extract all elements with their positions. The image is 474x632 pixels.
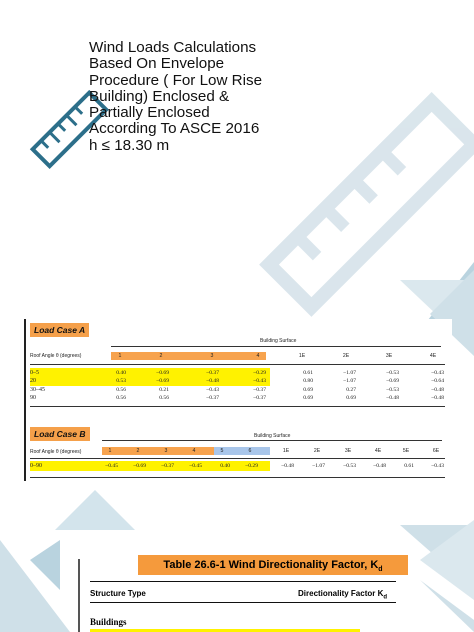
columns-1-4-highlight bbox=[111, 352, 266, 360]
table-cell: −0.48 bbox=[431, 386, 444, 393]
table-cell: 0.56 bbox=[159, 395, 169, 402]
table-cell: −0.43 bbox=[431, 370, 444, 376]
table-left-rule bbox=[78, 559, 80, 632]
table-cell: −0.37 bbox=[206, 370, 219, 376]
table-cell: −0.37 bbox=[253, 386, 266, 393]
table-cell: 0.53 bbox=[116, 378, 126, 385]
col-header: 2E bbox=[342, 353, 350, 359]
table-cell: −0.48 bbox=[386, 395, 399, 402]
col-header: 1 bbox=[118, 353, 122, 359]
row-angle: 30–45 bbox=[30, 386, 45, 393]
table-cell-b: −0.29 bbox=[245, 463, 258, 469]
table-cell: −0.37 bbox=[206, 395, 219, 402]
directionality-table bbox=[78, 555, 398, 632]
row-angle-b: 0–90 bbox=[30, 463, 42, 469]
table-cell-b: −0.48 bbox=[281, 463, 294, 469]
col-header-b: 3E bbox=[344, 448, 352, 454]
table-cell: −1.07 bbox=[343, 370, 356, 376]
table-cell-b: 0.61 bbox=[404, 463, 414, 469]
table-cell-b: −0.53 bbox=[343, 463, 356, 469]
load-case-panel bbox=[24, 319, 452, 481]
col-header: 3 bbox=[210, 353, 214, 359]
col-header-b: 2E bbox=[313, 448, 321, 454]
table-cell: −0.69 bbox=[156, 370, 169, 376]
col-header-b: 4 bbox=[192, 448, 196, 454]
table-cell: −0.69 bbox=[386, 378, 399, 385]
roof-angle-label-b: Roof Angle θ (degrees) bbox=[30, 449, 82, 455]
directionality-factor-header: Directionality Factor $K_d$ bbox=[298, 589, 388, 601]
table-cell-b: −0.37 bbox=[161, 463, 174, 469]
table-cell: 0.69 bbox=[303, 395, 313, 402]
building-surface-header-a: Building Surface bbox=[260, 338, 297, 344]
col-header-b: 6 bbox=[248, 448, 252, 454]
table-cell: 0.69 bbox=[303, 386, 313, 393]
structure-type-header: Structure Type bbox=[90, 589, 146, 598]
page-title: Wind Loads Calculations Based On Envelope Procedure ( For Low Rise Building) Enclosed & Partially Enclosed According To ASCE 2016 h ≤ 18.30 m bbox=[89, 39, 263, 154]
table-cell: 0.40 bbox=[116, 370, 126, 376]
table-cell: −0.53 bbox=[386, 386, 399, 393]
table-cell-b: 0.40 bbox=[220, 463, 230, 469]
col-header-b: 4E bbox=[374, 448, 382, 454]
col-header: 2 bbox=[159, 353, 163, 359]
table-cell: −0.64 bbox=[431, 378, 444, 385]
table-cell: 0.80 bbox=[303, 378, 313, 385]
table-cell: 0.69 bbox=[346, 395, 356, 402]
table-cell-b: −0.45 bbox=[105, 463, 118, 469]
buildings-row-label: Buildings bbox=[90, 617, 127, 627]
col-header: 3E bbox=[385, 353, 393, 359]
col-header-b: 2 bbox=[136, 448, 140, 454]
table-cell: 0.56 bbox=[116, 395, 126, 402]
row-angle: 20 bbox=[30, 378, 36, 385]
col-header-b: 6E bbox=[432, 448, 440, 454]
table-cell-b: −0.69 bbox=[133, 463, 146, 469]
table-cell: −0.43 bbox=[206, 386, 219, 393]
table-cell: 0.56 bbox=[116, 386, 126, 393]
table-cell: −0.29 bbox=[253, 370, 266, 376]
table-cell: 0.61 bbox=[303, 370, 313, 376]
row-angle: 90 bbox=[30, 395, 36, 402]
load-case-b-label: Load Case B bbox=[30, 427, 90, 441]
table-cell-b: −0.48 bbox=[373, 463, 386, 469]
table-cell-b: −0.43 bbox=[431, 463, 444, 469]
table-cell: −1.07 bbox=[343, 378, 356, 385]
col-header-b: 1 bbox=[108, 448, 112, 454]
row-angle: 0–5 bbox=[30, 370, 39, 376]
table-cell: 0.21 bbox=[159, 386, 169, 393]
table-cell: −0.37 bbox=[253, 395, 266, 402]
col-header: 4 bbox=[256, 353, 260, 359]
col-header-b: 5E bbox=[402, 448, 410, 454]
table-cell: −0.53 bbox=[386, 370, 399, 376]
col-header: 1E bbox=[298, 353, 306, 359]
col-header-b: 3 bbox=[164, 448, 168, 454]
table-title: Table 26.6-1 Wind Directionality Factor, $K_d$ bbox=[138, 555, 408, 575]
table-cell: −0.43 bbox=[253, 378, 266, 385]
table-cell-b: −0.45 bbox=[189, 463, 202, 469]
building-surface-header-b: Building Surface bbox=[254, 433, 291, 439]
col-header: 4E bbox=[429, 353, 437, 359]
table-cell: −0.48 bbox=[206, 378, 219, 385]
roof-angle-label-a: Roof Angle θ (degrees) bbox=[30, 353, 82, 359]
col-header-b: 1E bbox=[282, 448, 290, 454]
table-cell-b: −1.07 bbox=[312, 463, 325, 469]
col-header-b: 5 bbox=[220, 448, 224, 454]
table-cell: 0.27 bbox=[346, 386, 356, 393]
load-case-a-label: Load Case A bbox=[30, 323, 89, 337]
table-cell: −0.69 bbox=[156, 378, 169, 385]
table-cell: −0.48 bbox=[431, 395, 444, 402]
